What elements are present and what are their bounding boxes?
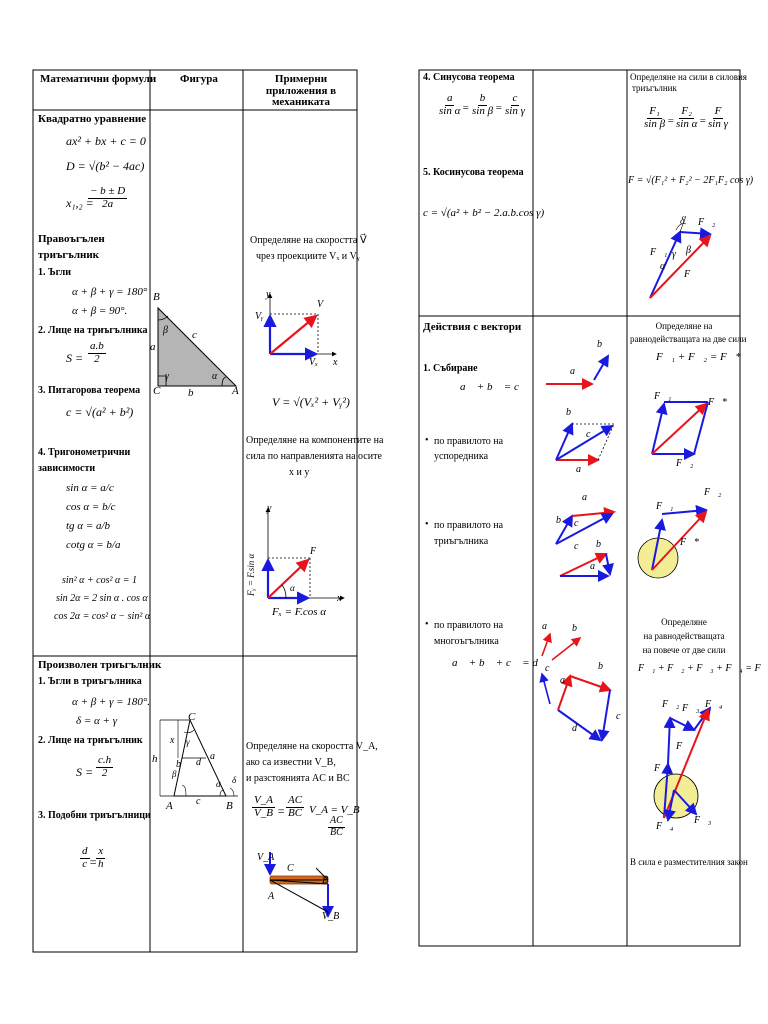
arb-app-frac2: [286, 795, 304, 819]
r3-F1: F⃗₁: [656, 501, 674, 512]
rt-fig-beta: β: [163, 325, 168, 336]
vd-d6: d⃗: [572, 723, 585, 734]
right-triangle-title1: Правоъгълен: [38, 233, 105, 245]
rt-trig-cos: cos α = b/c: [66, 501, 116, 513]
arb-fig-C: C: [188, 711, 196, 723]
ft-delta: δ: [680, 216, 685, 227]
arb-similar-title: 3. Подобни триъгълници: [38, 810, 151, 821]
rt-pyth-title: 3. Питагорова теорема: [38, 385, 141, 396]
arb-area-lhs: S =: [76, 765, 94, 779]
bullet3-dot: •: [425, 619, 429, 630]
rt-ident3: cos 2α = cos² α − sin² α: [54, 611, 151, 622]
ft-beta: β: [686, 245, 691, 256]
resN-text3: на повече от две сили: [642, 645, 726, 655]
rt-area-num: a.b: [90, 340, 104, 352]
vd-c6: c⃗: [616, 711, 629, 722]
app1-text2: чрез проекциите Vₓ и Vᵧ: [256, 251, 360, 262]
forces-frac1: [642, 106, 667, 130]
rod-A: A: [268, 891, 275, 902]
rt-fig-c: c: [192, 329, 197, 341]
res2-eq: F⃗₁ + F⃗₂ = F⃗*: [656, 351, 741, 363]
r3-Fstar: F⃗*: [680, 537, 699, 548]
fc-x: x: [337, 593, 342, 604]
quadratic-eq2: D = √(b² − 4ac): [66, 159, 145, 173]
app2-text3: x и y: [289, 467, 310, 478]
arb-app-eq-sign: =: [277, 804, 286, 818]
fc-alpha: α: [290, 583, 295, 593]
sine-num-b: b: [479, 92, 486, 104]
quadratic-title: Квадратно уравнение: [38, 113, 147, 125]
vd-c4: c⃗: [574, 541, 587, 552]
arb-app-frac3: [328, 816, 345, 838]
arb-area-num: c.h: [98, 754, 112, 766]
arb-fig-delta: δ: [232, 775, 237, 785]
rt-fig-C: C: [153, 385, 161, 397]
right-triangle-figure: [152, 290, 247, 400]
arb-fig-a: a: [210, 751, 215, 762]
forces-num1: F₁: [649, 105, 660, 117]
quadratic-num: − b ± D: [90, 185, 126, 197]
force-components-diagram: [260, 504, 350, 604]
arb-angles-title: 1. Ъгли в триъгълника: [38, 676, 142, 687]
multi-force-diagram: [634, 694, 734, 844]
res2-text2: равнодействащата на две сили: [630, 334, 747, 344]
vectors-title: Действия с вектори: [423, 321, 522, 333]
arb-sim-den2: h: [98, 857, 104, 870]
arb-fig-h: h: [152, 753, 158, 765]
rt-trig-title2: зависимости: [38, 463, 96, 474]
ft-F2: F⃗₂: [698, 217, 716, 228]
rt-fig-alpha: α: [212, 371, 218, 382]
cosine-title: 5. Косинусова теорема: [423, 167, 524, 178]
arb-fig-x: x: [170, 735, 175, 746]
spacer: [0, 0, 1, 1]
arb-sim-num1: d: [82, 845, 88, 857]
rod-VA: V_A: [257, 852, 275, 863]
vd-c5: c⃗: [545, 663, 558, 674]
arb-sim-den1: c: [82, 857, 88, 870]
arb-fig-gamma: γ: [186, 737, 190, 747]
arb-app-f2-num: AC: [288, 794, 303, 806]
rt-pyth-eq: c = √(a² + b²): [66, 405, 134, 419]
fc-Fy: Fᵧ = F.sin α: [246, 553, 256, 596]
rt-area-fraction: [88, 341, 106, 365]
sine-frac-b: [470, 93, 495, 117]
forces-den3: sin γ: [708, 117, 728, 130]
rt-area-den: 2: [94, 352, 100, 365]
arb-app-f2-den: BC: [288, 806, 303, 819]
arb-fig-beta: β: [172, 769, 177, 779]
bullet2-line2: триъгълника: [434, 536, 489, 547]
arb-similar-frac2: [96, 846, 106, 870]
ft-F1: F⃗₁: [650, 247, 668, 258]
sine-title: 4. Синусова теорема: [423, 72, 515, 83]
app1-formula: V = √(Vₓ² + Vᵧ²): [272, 395, 350, 409]
r3-F2: F⃗₂: [704, 487, 722, 498]
rt-angles-eq1: α + β + γ = 180°: [72, 286, 148, 298]
forces-num2: F₂: [681, 105, 692, 117]
vd-c3: c⃗: [574, 518, 587, 529]
ft-gamma: γ: [672, 249, 676, 260]
arb-title: Произволен триъгълник: [38, 659, 162, 671]
arb-area-title: 2. Лице на триъгълник: [38, 735, 143, 746]
sine-frac-a: [437, 93, 462, 117]
rn-F3b: F⃗₃: [694, 815, 712, 826]
sine-den-c: sin γ: [505, 104, 525, 117]
vd-b4: b⃗: [596, 539, 609, 550]
vd-a3: a⃗: [582, 492, 595, 503]
arb-angles-eq2: δ = α + γ: [76, 715, 118, 727]
arb-fig-B: B: [226, 800, 233, 812]
rn-F4b: F⃗₄: [656, 821, 674, 832]
sine-den-b: sin β: [472, 104, 494, 117]
cosine-eq: c = √(a² + b² − 2.a.b.cos γ): [423, 207, 545, 219]
fc-F: F⃗: [310, 546, 324, 557]
vd-b5: b⃗: [572, 623, 585, 634]
quadratic-den: 2a: [102, 197, 114, 210]
forces-text1: Определяне на сили в силовия: [630, 72, 747, 82]
rt-trig-sin: sin α = a/c: [66, 482, 114, 494]
vd-a1: a⃗: [570, 366, 583, 377]
sine-num-c: c: [512, 92, 518, 104]
arb-app-f3-lhs: V_A = V_B: [309, 804, 360, 816]
rn-F: F⃗: [676, 741, 690, 752]
arb-app-f1-den: V_B: [254, 806, 273, 819]
vd-a4: a⃗: [590, 561, 603, 572]
ft-alpha: α: [660, 261, 666, 272]
vd-b3: b⃗: [556, 515, 569, 526]
sine-eq1: =: [462, 102, 470, 114]
rod-VB: V_B: [322, 911, 340, 922]
vd-b2: b⃗: [566, 407, 579, 418]
arb-area-fraction: [96, 755, 113, 779]
vectors-sum-eq: a⃗ + b⃗ = c⃗: [460, 381, 528, 393]
arb-app-f3-den: BC: [330, 826, 343, 838]
rt-trig-title1: 4. Тригонометрични: [38, 447, 131, 458]
quadratic-eq3-lhs: x₁,₂ =: [66, 196, 94, 210]
rt-area-lhs: S =: [66, 351, 84, 365]
forces-text2: триъгълник: [632, 83, 677, 93]
res2-text1: Определяне на: [655, 321, 713, 331]
arb-fig-A: A: [166, 800, 173, 812]
commutative-law: В сила е разместителния закон: [630, 857, 748, 867]
header-formulas: Математични формули: [40, 73, 157, 85]
forces-frac2: [674, 106, 699, 130]
right-triangle-title2: триъгълник: [38, 249, 99, 261]
rt-fig-gamma: γ: [165, 371, 169, 382]
resN-eq: F⃗₁ + F⃗₂ + F⃗₃ + F⃗₄ = F⃗: [638, 663, 768, 674]
bullet1-dot: •: [425, 435, 429, 446]
resN-text1: Определяне: [661, 617, 707, 627]
vd-a5: a⃗: [542, 621, 555, 632]
forces-num3: F: [714, 105, 722, 117]
fc-Fx: Fₓ = F.cos α: [272, 606, 327, 618]
header-figure: Фигура: [180, 73, 218, 85]
rod-C: C: [287, 863, 294, 874]
sine-num-a: a: [446, 92, 453, 104]
rt-fig-b: b: [188, 387, 194, 399]
rt-angles-title: 1. Ъгли: [38, 267, 72, 278]
rn-F2: F⃗₂: [662, 699, 680, 710]
poly-eq: a⃗ + b⃗ + c⃗ = d⃗: [452, 657, 547, 669]
resN-text2: на равнодействащата: [643, 631, 725, 641]
r2-F2: F⃗₂: [676, 458, 694, 469]
vd-c2: c⃗: [586, 429, 599, 440]
vd-a2: a⃗: [576, 464, 589, 475]
rt-trig-tg: tg α = a/b: [66, 520, 111, 532]
rt-fig-a: a: [150, 341, 156, 353]
vd-a6: a⃗: [560, 675, 573, 686]
arb-angles-eq1: α + β + γ = 180°.: [72, 696, 151, 708]
forces-eq: F = √(F₁² + F₂² − 2F₁F₂ cos γ): [628, 175, 754, 186]
sine-frac-c: [503, 93, 527, 117]
r2-F1: F⃗₁: [654, 391, 672, 402]
r2-Fstar: F⃗*: [708, 397, 727, 408]
app2-text2: сила по направленията на осите: [246, 451, 382, 462]
fc-y: y: [267, 503, 272, 514]
arb-sim-num2: x: [98, 845, 104, 857]
vel-Vx: Vₓ: [309, 357, 318, 368]
bullet1-line1: по правилото на: [434, 436, 504, 447]
rt-trig-cotg: cotg α = b/a: [66, 539, 121, 551]
rn-F4: F⃗₄: [705, 699, 723, 710]
bullet2-line1: по правилото на: [434, 520, 504, 531]
vd-b6: b⃗: [598, 661, 611, 672]
arb-app-f1-num: V_A: [254, 794, 273, 806]
vel-Vy: Vᵧ: [255, 311, 264, 322]
forces-den2: sin α: [676, 117, 698, 130]
rn-F3: F⃗₃: [682, 703, 700, 714]
arb-app-frac1: [252, 795, 275, 819]
bullet3-line2: многоъгълника: [434, 636, 499, 647]
arb-fig-c: c: [196, 796, 201, 807]
forces-frac3: [706, 106, 730, 130]
rn-F1: F⃗₁: [654, 763, 672, 774]
forces-den1: sin β: [644, 117, 666, 130]
rod-B: B: [322, 875, 329, 886]
rt-area-title: 2. Лице на триъгълника: [38, 325, 148, 336]
vel-V: V⃗: [317, 299, 331, 310]
vectors-sum-title: 1. Събиране: [423, 363, 478, 374]
arb-app-text3: и разстоянията AC и BC: [246, 773, 350, 784]
rt-fig-B: B: [153, 291, 160, 303]
rt-ident2: sin 2α = 2 sin α . cos α: [56, 593, 148, 604]
arb-area-den: 2: [101, 766, 108, 779]
arb-app-text1: Определяне на скоростта V_A,: [246, 741, 378, 752]
arb-app-text2: ако са известни V_B,: [246, 757, 336, 768]
rt-angles-eq2: α + β = 90°.: [72, 305, 128, 317]
app2-text1: Определяне на компонентите на: [246, 435, 384, 446]
quadratic-fraction: [88, 186, 127, 210]
arb-fig-b: b: [176, 759, 181, 770]
bullet1-line2: успоредника: [434, 451, 489, 462]
forces-eq1: =: [667, 115, 675, 127]
arb-app-f3-num: AC: [330, 815, 343, 826]
vel-x: x: [333, 357, 338, 368]
header-applications: Примерни приложения в механиката: [265, 73, 337, 109]
bullet2-dot: •: [425, 519, 429, 530]
forces-eq2: =: [699, 115, 707, 127]
vd-b1: b⃗: [597, 339, 610, 350]
vel-y: y: [266, 289, 271, 300]
arb-similar-eq: =: [89, 855, 98, 869]
rt-ident1: sin² α + cos² α = 1: [62, 575, 137, 586]
rt-fig-A: A: [232, 385, 239, 397]
ft-F: F⃗: [684, 269, 698, 280]
arb-fig-d: d: [196, 757, 201, 768]
sine-den-a: sin α: [439, 104, 461, 117]
sine-eq2: =: [495, 102, 503, 114]
app1-text1: Определяне на скоростта V⃗: [250, 235, 367, 246]
quadratic-eq1: ax² + bx + c = 0: [66, 134, 146, 148]
arb-fig-alpha: α: [216, 779, 221, 789]
bullet3-line1: по правилото на: [434, 620, 504, 631]
